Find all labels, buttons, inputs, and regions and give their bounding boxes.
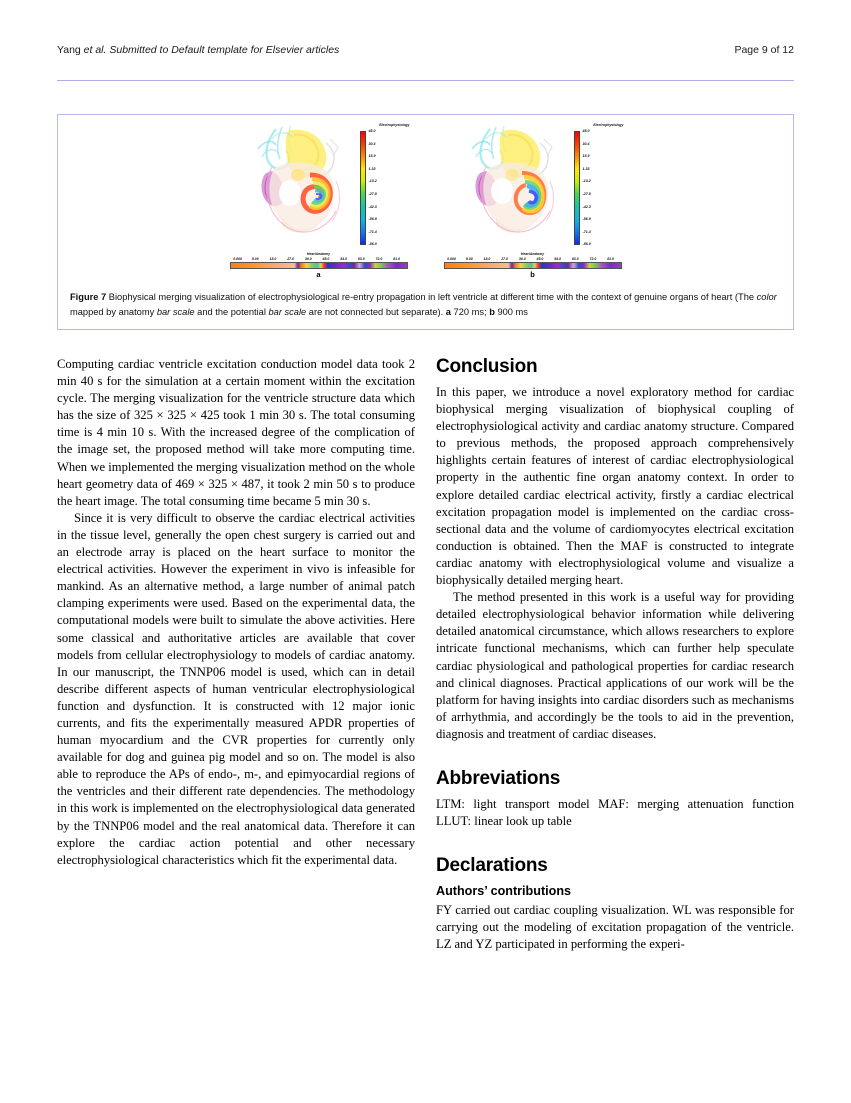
electrophysiology-colorbar-ticks-a: [369, 129, 409, 247]
heart-anatomy-colorbar-ticks-b: [440, 257, 626, 262]
figure-label: Figure 7: [70, 292, 107, 302]
caption-text-4: are not connected but separate).: [306, 306, 446, 317]
panel-letter-b: b: [530, 270, 535, 279]
ep-tick-b-6: -42.3: [582, 204, 591, 209]
electrophysiology-colorbar-a: [352, 123, 410, 251]
anat-tick-a-6: 54.0: [340, 256, 348, 261]
header-divider: [57, 80, 794, 81]
panel-letter-a: a: [316, 270, 321, 279]
caption-panel-b-label: b: [489, 306, 495, 317]
electrophysiology-colorbar-b: [566, 123, 624, 251]
ep-tick-a-4: -13.2: [368, 179, 377, 184]
anat-tick-b-0: 0.000: [447, 256, 456, 261]
electrophysiology-colorbar-gradient-b: [574, 131, 580, 245]
electrophysiology-colorbar-gradient-a: [360, 131, 366, 245]
section-heading-conclusion: Conclusion: [436, 356, 538, 377]
running-head: [57, 44, 794, 56]
ep-tick-a-8: -71.4: [368, 229, 377, 234]
ep-tick-a-7: -56.9: [368, 217, 377, 222]
authors-contributions-paragraph: FY carried out cardiac coupling visualization. WL was responsible for carrying out the modeling of excitation propagation of the ventricle. LZ and YZ participated in performing the experi-: [436, 903, 794, 952]
abbreviations-paragraph: LTM: light transport model MAF: merging attenuation function LLUT: linear look up table: [436, 796, 794, 829]
caption-panel-b-time: 900 ms: [494, 306, 528, 317]
ep-tick-b-9: -86.0: [582, 242, 591, 247]
caption-text-1: Biophysical merging visualization of electrophysiological re-entry propagation in left ventricle at different time with the context of genuine organs of heart (The: [106, 292, 757, 302]
running-head-author: Yang: [57, 44, 84, 56]
caption-text-3: and the potential: [194, 306, 269, 317]
figure-artwork: [58, 115, 793, 283]
heart-anatomy-colorbar-title-a: HeartAnatomy: [306, 252, 331, 256]
heart-anatomy-colorbar-gradient-b: [444, 262, 622, 269]
caption-panel-a-time: 720 ms;: [450, 306, 490, 317]
caption-panel-a-label: a: [445, 306, 451, 317]
conclusion-paragraph-1: In this paper, we introduce a novel exploratory method for cardiac biophysical merging visualization of biophysical coupling of electrophysiological activity and cardiac anatomy structure. Compared to previous methods, the proposed approach comprehensively highlights certain features of interest of cardiac electrophysiological property in the authentic fine organ anatomy context. In order to explore detailed cardiac electrical activity, firstly a cardiac electrical excitation propagation model is implemented on the cardiac cross-sectional data and the volume of cardiomyocytes electrical excitation conduction is obtained. Then the MAF is constructed to integrate cardiac anatomy with electrophysiological volume and visualize a biophysically detailed merging heart.: [436, 385, 794, 588]
electrophysiology-colorbar-title-a: Electrophysiology: [379, 123, 410, 127]
figure-caption: [70, 290, 782, 319]
electrophysiology-colorbar-title-b: Electrophysiology: [593, 123, 624, 127]
figure-container: [57, 114, 794, 330]
figure-panel-b: [440, 119, 626, 281]
anat-tick-b-4: 36.0: [518, 256, 526, 261]
anat-tick-b-5: 45.0: [536, 256, 544, 261]
anat-tick-a-0: 0.000: [233, 256, 242, 261]
ep-tick-b-3: 1.33: [582, 166, 590, 171]
caption-text-2: mapped by anatomy: [70, 306, 157, 317]
heart-svg-b: [452, 121, 574, 243]
running-head-left: [57, 44, 339, 56]
subsection-heading-authors-contributions: Authors’ contributions: [436, 884, 572, 899]
anat-tick-b-3: 27.0: [501, 256, 508, 261]
heart-anatomy-colorbar-gradient-a: [230, 262, 408, 269]
anat-tick-a-9: 81.0: [393, 256, 401, 261]
left-paragraph-2: Since it is very difficult to observe the cardiac electrical activities in the tissue level, generally the open chest surgery is carried out and an electrode array is placed on the heart surface to monitor the electrical activities. However the experiment in vivo is infeasible for mankind. As an alternative method, a large number of animal patch clamping experiments were used. Based on the experimental data, the computational models were built to simulate the above activities. Here some classical and authoritative articles are available that cover models from cellular electrophysiology to models of cardiac anatomy. In our manuscript, the TNNP06 model is used, which can in detail describe different aspects of human ventricular electrophysiological function and dysfunction. It is constructed with 12 major ionic currents, and fits the experimentally measured APDR properties of human myocardium and the CVR properties for currently only available for dog and guinea pig model and so on. The model is also able to reproduce the APs of endo-, m-, and epimyocardial regions of the ventricles and their different rate dependencies. The methodology in this work is implemented on the electrophysiological data generated by the TNNP06 model and the real anatomical data. Therefore it can explore the cardiac action potential and other necessary electrophysiological characteristics which fit the experimental data.: [57, 510, 415, 867]
caption-italic-barscale-2: bar scale: [268, 306, 307, 317]
page-number: Page 9 of 12: [734, 44, 794, 56]
ep-tick-a-0: 45.0: [368, 129, 376, 133]
ep-tick-b-5: -27.8: [582, 192, 591, 196]
caption-italic-barscale-1: bar scale: [156, 306, 195, 317]
figure-panel-a: [226, 119, 412, 281]
heart-anatomy-colorbar-ticks-a: [226, 257, 412, 262]
ep-tick-b-0: 45.0: [582, 129, 590, 133]
anat-tick-a-1: 9.00: [251, 256, 259, 261]
ep-tick-b-7: -56.9: [582, 217, 591, 222]
heart-visualization-b: [452, 121, 574, 243]
heart-visualization-a: [238, 121, 360, 243]
ep-tick-a-9: -86.0: [368, 242, 377, 247]
left-paragraph-1: Computing cardiac ventricle excitation conduction model data took 2 min 40 s for the simulation at a certain moment within the excitation cycle. The merging visualization for the ventricle structure data which has the size of 325 × 325 × 425 took 1 min 30 s. The total consuming time is 4 min 10 s. With the increased degree of the complication of the image set, the proposed method will take more computing time. When we implemented the merging visualization method on the whole heart geometry data of 469 × 325 × 487, it took 2 min 50 s to produce the heart image. The total consuming time became 5 min 30 s.: [57, 357, 415, 508]
ep-tick-a-6: -42.3: [368, 204, 377, 209]
anat-tick-b-2: 18.0: [483, 256, 491, 261]
anat-tick-a-7: 63.0: [357, 256, 365, 261]
caption-italic-color: color: [756, 292, 777, 302]
anat-tick-a-5: 45.0: [322, 256, 330, 261]
heart-anatomy-colorbar-b: [440, 252, 626, 280]
conclusion-paragraph-2: The method presented in this work is a useful way for providing detailed electrophysiological behavior information while delivering detailed anatomical circumstance, which allows researchers to explore intricate functional mechanisms, which can further help speculate cardiac physiological and pathological properties for cardiac research and clinical diagnoses. Practical applications of our work will be the platform for having insights into cardiac disorders such as mechanisms of arrhythmia, and accordingly be the tools to aid in the prevention, diagnosis and treatment of cardiac diseases.: [436, 590, 794, 741]
anat-tick-b-7: 63.0: [571, 256, 579, 261]
ep-tick-a-2: 15.9: [368, 154, 376, 159]
section-heading-abbreviations: Abbreviations: [436, 767, 561, 789]
anat-tick-a-2: 18.0: [269, 256, 277, 261]
body-column-left: [57, 356, 415, 869]
electrophysiology-colorbar-ticks-b: [583, 129, 623, 247]
anat-tick-a-3: 27.0: [287, 256, 294, 261]
heart-anatomy-colorbar-a: [226, 252, 412, 280]
heart-anatomy-colorbar-title-b: HeartAnatomy: [520, 252, 545, 256]
ep-tick-b-1: 30.4: [582, 141, 590, 146]
anat-tick-b-1: 9.00: [465, 256, 473, 261]
ep-tick-a-5: -27.8: [368, 192, 377, 196]
anat-tick-a-4: 36.0: [304, 256, 312, 261]
anat-tick-b-9: 81.0: [607, 256, 615, 261]
ep-tick-b-2: 15.9: [582, 154, 590, 159]
ep-tick-b-4: -13.2: [582, 179, 591, 184]
anat-tick-b-6: 54.0: [554, 256, 562, 261]
section-heading-declarations: Declarations: [436, 855, 548, 877]
anat-tick-b-8: 72.0: [589, 256, 597, 261]
ep-tick-a-1: 30.4: [368, 141, 376, 146]
running-head-title: et al. Submitted to Default template for Elsevier articles: [83, 44, 340, 56]
body-column-right: [436, 356, 794, 953]
anat-tick-a-8: 72.0: [375, 256, 383, 261]
heart-svg-a: [238, 121, 360, 243]
ep-tick-a-3: 1.33: [368, 166, 376, 171]
ep-tick-b-8: -71.4: [582, 229, 591, 234]
